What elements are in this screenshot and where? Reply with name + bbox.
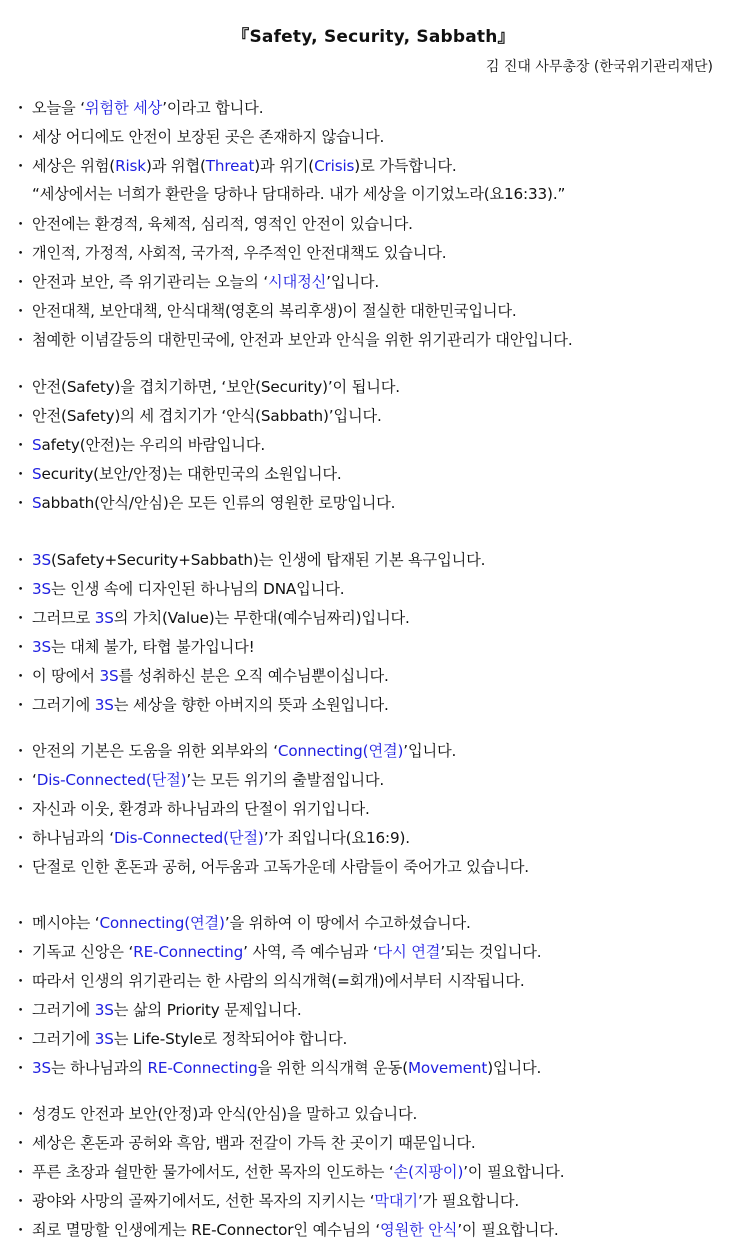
bullet-marker: ・ bbox=[13, 1134, 29, 1152]
line-text: 안전(Safety)의 세 겹치기가 ‘안식(Sabbath)’입니다. bbox=[32, 407, 382, 425]
line-text: 안전의 기본은 도움을 위한 외부와의 ‘ bbox=[32, 742, 278, 760]
line-text: 을 위한 의식개혁 운동( bbox=[257, 1059, 408, 1077]
highlight-text: S bbox=[32, 465, 42, 483]
line-text: ’이 필요합니다. bbox=[463, 1163, 565, 1181]
bullet-marker: ・ bbox=[13, 609, 29, 627]
bullet-marker: ・ bbox=[13, 972, 29, 990]
bullet-marker: ・ bbox=[13, 1001, 29, 1019]
line-text: 는 Life-Style로 정착되어야 합니다. bbox=[113, 1030, 348, 1048]
highlight-text: 3S bbox=[32, 1059, 52, 1077]
bullet-marker: ・ bbox=[13, 465, 29, 483]
bullet-marker: ・ bbox=[13, 1221, 29, 1239]
line-text: 그러기에 bbox=[32, 1030, 95, 1048]
bullet-item bbox=[13, 493, 395, 513]
bullet-item bbox=[13, 942, 541, 962]
quote-line bbox=[32, 184, 565, 204]
bullet-marker: ・ bbox=[13, 99, 29, 117]
bullet-item bbox=[13, 770, 384, 790]
highlight-text: 시대정신 bbox=[268, 273, 327, 291]
bullet-item bbox=[13, 971, 525, 991]
line-text: 세상 어디에도 안전이 보장된 곳은 존재하지 않습니다. bbox=[32, 128, 385, 146]
bullet-item bbox=[13, 243, 446, 263]
bullet-marker: ・ bbox=[13, 378, 29, 396]
bullet-item bbox=[13, 464, 342, 484]
highlight-text: 3S bbox=[32, 551, 52, 569]
bullet-item bbox=[13, 857, 529, 877]
bullet-marker: ・ bbox=[13, 1192, 29, 1210]
line-text: 를 성취하신 분은 오직 예수님뿐이십니다. bbox=[118, 667, 389, 685]
bullet-item bbox=[13, 98, 263, 118]
bullet-item bbox=[13, 127, 384, 147]
highlight-text: 영원한 안식 bbox=[380, 1221, 458, 1239]
line-text: 안전에는 환경적, 육체적, 심리적, 영적인 안전이 있습니다. bbox=[32, 215, 413, 233]
bullet-item bbox=[13, 913, 471, 933]
line-text: 안전과 보안, 즉 위기관리는 오늘의 ‘ bbox=[32, 273, 269, 291]
bullet-item bbox=[13, 1220, 559, 1240]
bullet-item bbox=[13, 330, 573, 350]
line-text: 안전대책, 보안대책, 안식대책(영혼의 복리후생)이 절실한 대한민국입니다. bbox=[32, 302, 517, 320]
line-text: 광야와 사망의 골짜기에서도, 선한 목자의 지키시는 ‘ bbox=[32, 1192, 375, 1210]
highlight-text: RE-Connecting bbox=[133, 943, 244, 961]
line-text: 는 삶의 Priority 문제입니다. bbox=[113, 1001, 302, 1019]
bullet-item bbox=[13, 550, 485, 570]
bullet-marker: ・ bbox=[13, 302, 29, 320]
bullet-item bbox=[13, 828, 410, 848]
bullet-marker: ・ bbox=[13, 551, 29, 569]
line-text: 자신과 이웃, 환경과 하나님과의 단절이 위기입니다. bbox=[32, 800, 370, 818]
line-text: 죄로 멸망할 인생에게는 RE-Connector인 예수님의 ‘ bbox=[32, 1221, 381, 1239]
highlight-text: S bbox=[32, 436, 42, 454]
line-text: 푸른 초장과 쉴만한 물가에서도, 선한 목자의 인도하는 ‘ bbox=[32, 1163, 394, 1181]
bullet-item bbox=[13, 1058, 541, 1078]
bullet-marker: ・ bbox=[13, 128, 29, 146]
bullet-item bbox=[13, 1029, 347, 1049]
bullet-marker: ・ bbox=[13, 157, 29, 175]
line-text: )과 위기( bbox=[254, 157, 315, 175]
line-text: ’가 죄입니다(요16:9). bbox=[263, 829, 410, 847]
line-text: 는 인생 속에 디자인된 하나님의 DNA입니다. bbox=[51, 580, 345, 598]
line-text: ’ 사역, 즉 예수님과 ‘ bbox=[243, 943, 378, 961]
line-text: 그러기에 bbox=[32, 696, 95, 714]
bullet-marker: ・ bbox=[13, 1105, 29, 1123]
bullet-item bbox=[13, 214, 413, 234]
highlight-text: 다시 연결 bbox=[377, 943, 441, 961]
bullet-marker: ・ bbox=[13, 914, 29, 932]
bullet-marker: ・ bbox=[13, 580, 29, 598]
line-text: “세상에서는 너희가 환란을 당하나 담대하라. 내가 세상을 이기었노라(요16:33).” bbox=[32, 185, 566, 203]
highlight-text: 3S bbox=[32, 638, 52, 656]
bullet-marker: ・ bbox=[13, 742, 29, 760]
highlight-text: 3S bbox=[94, 609, 114, 627]
line-text: ’되는 것입니다. bbox=[440, 943, 542, 961]
highlight-text: Dis-Connected(단절) bbox=[36, 771, 187, 789]
line-text: ’입니다. bbox=[403, 742, 457, 760]
bullet-marker: ・ bbox=[13, 1163, 29, 1181]
highlight-text: 위험한 세상 bbox=[84, 99, 163, 117]
highlight-text: 손(지팡이) bbox=[393, 1163, 464, 1181]
bullet-marker: ・ bbox=[13, 800, 29, 818]
highlight-text: Threat bbox=[205, 157, 255, 175]
line-text: 성경도 안전과 보안(안정)과 안식(안심)을 말하고 있습니다. bbox=[32, 1105, 418, 1123]
line-text: )로 가득합니다. bbox=[354, 157, 457, 175]
highlight-text: 3S bbox=[94, 1030, 114, 1048]
bullet-item bbox=[13, 1191, 519, 1211]
bullet-marker: ・ bbox=[13, 696, 29, 714]
bullet-item bbox=[13, 1104, 417, 1124]
bullet-item bbox=[13, 695, 389, 715]
line-text: ‘ bbox=[32, 771, 37, 789]
line-text: 는 대체 불가, 타협 불가입니다! bbox=[51, 638, 255, 656]
bullet-marker: ・ bbox=[13, 273, 29, 291]
bullet-marker: ・ bbox=[13, 943, 29, 961]
bullet-item bbox=[13, 1133, 476, 1153]
bullet-marker: ・ bbox=[13, 638, 29, 656]
line-text: )과 위협( bbox=[145, 157, 206, 175]
line-text: 의 가치(Value)는 무한대(예수님짜리)입니다. bbox=[113, 609, 410, 627]
line-text: afety(안전)는 우리의 바람입니다. bbox=[41, 436, 266, 454]
line-text: )입니다. bbox=[487, 1059, 542, 1077]
line-text: 오늘을 ‘ bbox=[32, 99, 85, 117]
line-text: 세상은 위험( bbox=[32, 157, 116, 175]
bullet-item bbox=[13, 406, 382, 426]
line-text: 안전(Safety)을 겹치기하면, ‘보안(Security)’이 됩니다. bbox=[32, 378, 400, 396]
highlight-text: RE-Connecting bbox=[147, 1059, 258, 1077]
line-text: ’을 위하여 이 땅에서 수고하셨습니다. bbox=[224, 914, 471, 932]
bullet-item bbox=[13, 156, 457, 176]
line-text: ecurity(보안/안정)는 대한민국의 소원입니다. bbox=[41, 465, 342, 483]
bullet-item bbox=[13, 637, 255, 657]
bullet-marker: ・ bbox=[13, 407, 29, 425]
bullet-item bbox=[13, 377, 400, 397]
document-title: 『Safety, Security, Sabbath』 bbox=[232, 27, 515, 47]
highlight-text: Crisis bbox=[314, 157, 355, 175]
line-text: 따라서 인생의 위기관리는 한 사람의 의식개혁(=회개)에서부터 시작됩니다. bbox=[32, 972, 525, 990]
highlight-text: Connecting(연결) bbox=[277, 742, 404, 760]
bullet-item bbox=[13, 272, 379, 292]
bullet-marker: ・ bbox=[13, 436, 29, 454]
bullet-marker: ・ bbox=[13, 331, 29, 349]
bullet-marker: ・ bbox=[13, 1030, 29, 1048]
author-line: 김 진대 사무총장 (한국위기관리재단) bbox=[485, 59, 713, 75]
line-text: 그러기에 bbox=[32, 1001, 95, 1019]
line-text: 세상은 혼돈과 공허와 흑암, 뱀과 전갈이 가득 찬 곳이기 때문입니다. bbox=[32, 1134, 476, 1152]
line-text: abbath(안식/안심)은 모든 인류의 영원한 로망입니다. bbox=[41, 494, 396, 512]
bullet-item bbox=[13, 1000, 302, 1020]
line-text: 는 하나님과의 bbox=[51, 1059, 148, 1077]
bullet-item bbox=[13, 435, 265, 455]
line-text: 이 땅에서 bbox=[32, 667, 100, 685]
highlight-text: 3S bbox=[94, 1001, 114, 1019]
line-text: ’입니다. bbox=[326, 273, 380, 291]
line-text: 개인적, 가정적, 사회적, 국가적, 우주적인 안전대책도 있습니다. bbox=[32, 244, 447, 262]
highlight-text: 3S bbox=[99, 667, 119, 685]
bullet-marker: ・ bbox=[13, 771, 29, 789]
bullet-marker: ・ bbox=[13, 858, 29, 876]
line-text: 기독교 신앙은 ‘ bbox=[32, 943, 134, 961]
bullet-item bbox=[13, 799, 370, 819]
highlight-text: Dis-Connected(단절) bbox=[113, 829, 264, 847]
bullet-marker: ・ bbox=[13, 829, 29, 847]
bullet-item bbox=[13, 608, 410, 628]
line-text: ’가 필요합니다. bbox=[417, 1192, 520, 1210]
line-text: (Safety+Security+Sabbath)는 인생에 탑재된 기본 욕구입니다. bbox=[51, 551, 486, 569]
bullet-marker: ・ bbox=[13, 215, 29, 233]
line-text: ’는 모든 위기의 출발점입니다. bbox=[186, 771, 385, 789]
line-text: ’이 필요합니다. bbox=[457, 1221, 559, 1239]
line-text: 그러므로 bbox=[32, 609, 95, 627]
bullet-item bbox=[13, 1162, 564, 1182]
bullet-marker: ・ bbox=[13, 1059, 29, 1077]
highlight-text: Movement bbox=[407, 1059, 488, 1077]
bullet-item bbox=[13, 741, 456, 761]
highlight-text: Risk bbox=[115, 157, 146, 175]
line-text: 단절로 인한 혼돈과 공허, 어두움과 고독가운데 사람들이 죽어가고 있습니다. bbox=[32, 858, 529, 876]
bullet-item bbox=[13, 579, 344, 599]
line-text: 메시야는 ‘ bbox=[32, 914, 100, 932]
line-text: 첨예한 이념갈등의 대한민국에, 안전과 보안과 안식을 위한 위기관리가 대안입니다. bbox=[32, 331, 573, 349]
highlight-text: Connecting(연결) bbox=[99, 914, 225, 932]
bullet-marker: ・ bbox=[13, 494, 29, 512]
bullet-item bbox=[13, 666, 389, 686]
highlight-text: 3S bbox=[94, 696, 114, 714]
bullet-marker: ・ bbox=[13, 244, 29, 262]
line-text: 는 세상을 향한 아버지의 뜻과 소원입니다. bbox=[113, 696, 389, 714]
bullet-marker: ・ bbox=[13, 667, 29, 685]
highlight-text: 막대기 bbox=[374, 1192, 418, 1210]
highlight-text: S bbox=[32, 494, 42, 512]
highlight-text: 3S bbox=[32, 580, 52, 598]
line-text: 하나님과의 ‘ bbox=[32, 829, 114, 847]
bullet-item bbox=[13, 301, 517, 321]
line-text: ’이라고 합니다. bbox=[162, 99, 264, 117]
